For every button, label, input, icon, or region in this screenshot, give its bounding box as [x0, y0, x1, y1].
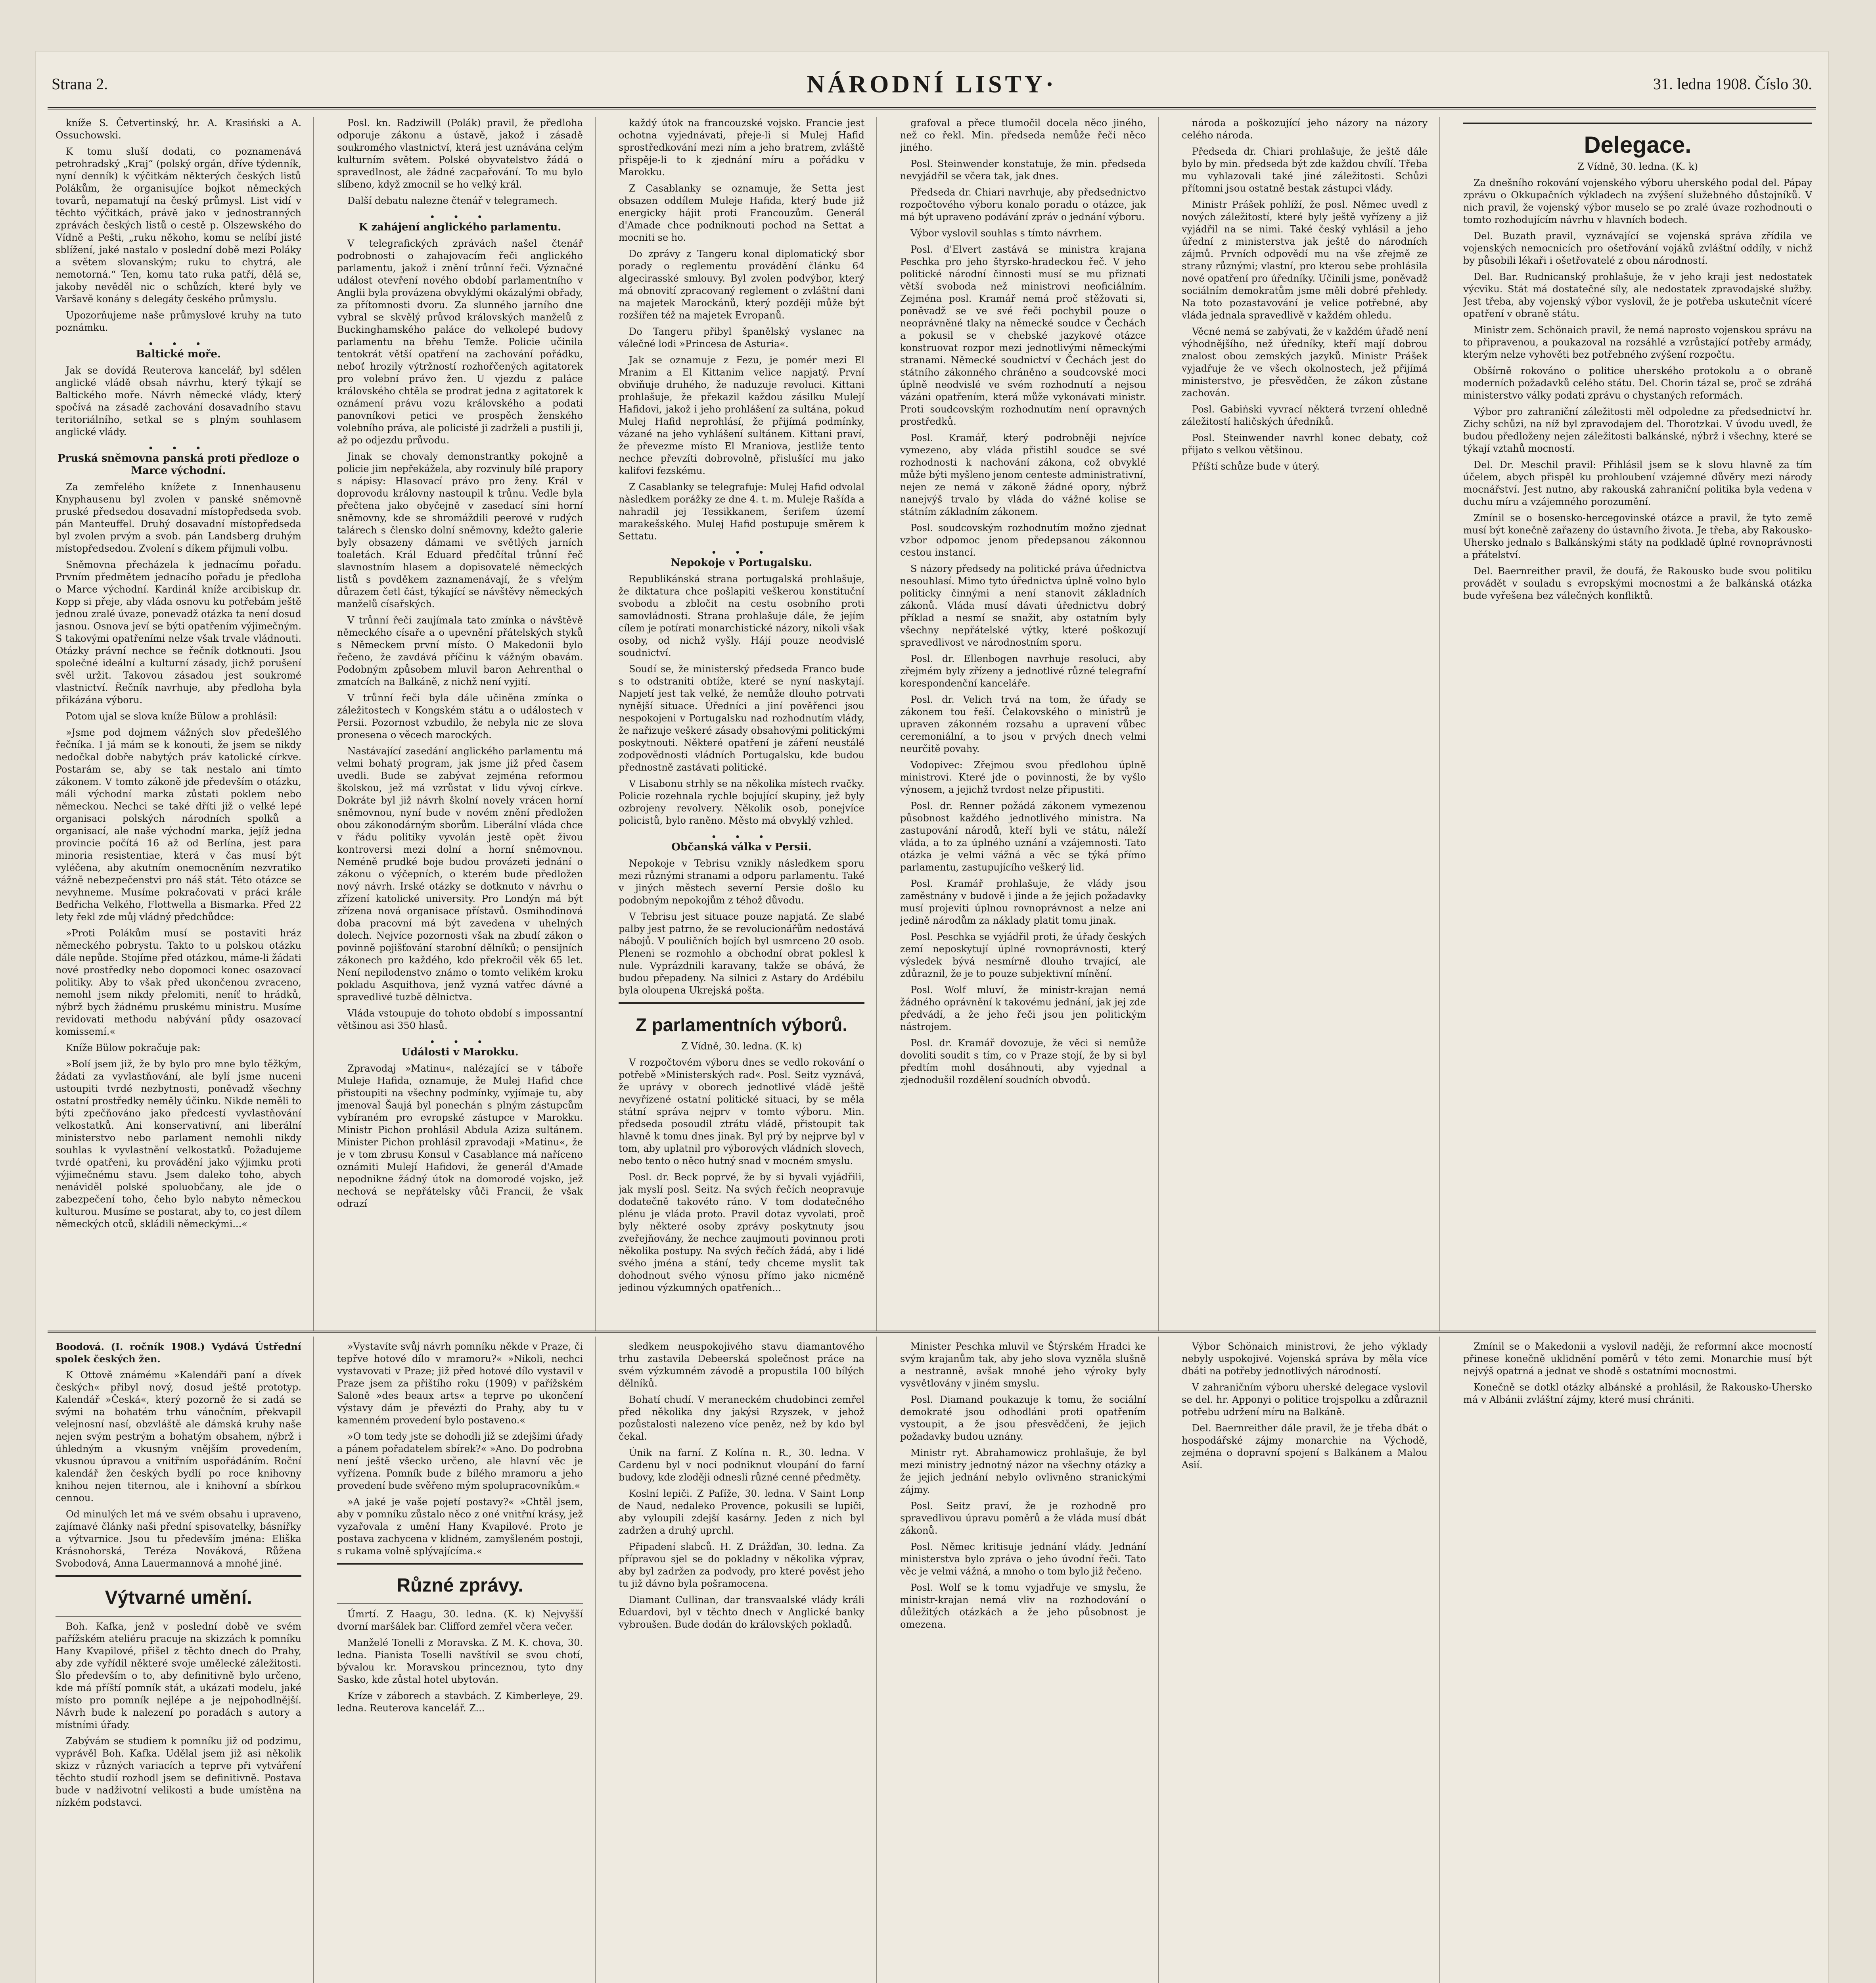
paragraph: Posl. Wolf se k tomu vyjadřuje ve smyslu, že ministr-krajan nemá vliv na rozhodování o důležitých otázkách a že jeho působnost je omezena.	[900, 1582, 1146, 1630]
feuilleton-column-3	[619, 1341, 864, 1983]
paragraph: Za dnešního rokování vojenského výboru uherského podal del. Pápay zprávu o Okkupačních výkladech na zvýšení služebného důstojníků. V nich pravil, že vojenský výbor muselo se po zralé úvaze rozhodnouti o tomto rozhodujícím návrhu v hlavních bodech.	[1463, 177, 1812, 225]
paragraph: K tomu sluší dodati, co poznamenává petrohradský „Kraj“ (polský orgán, dříve týdenník, nyní denník) k výčitkám některých českých listů Polákům, že organisujíce bojkot německých tovarů, nepamatují na český průmysl. List vidí v těchto výčitkách, právě jako v jednostranných zprávách českých listů o cestě p. Olszewského do Vídně a Pešti, „ruku někoho, komu se nelíbí jisté sblížení, jaké nastalo v poslední době mezi Poláky a světem slovanským; ruku to chytrá, ale nemotorná.“ Ten, komu tato ruka patří, dělá se, jakoby nevěděl nic o schůzích, které byly ve Varšavě konány s delegáty českého průmyslu.	[56, 146, 301, 305]
section-heading: • • • Nepokoje v Portugalsku.	[619, 548, 864, 569]
column-4	[900, 117, 1146, 1323]
divider-ornament: • • •	[711, 832, 772, 842]
newspaper-page	[36, 52, 1828, 1983]
paragraph: V rozpočtovém výboru dnes se vedlo rokování o potřebě »Ministerských rad«. Posl. Seitz vyznává, že uprávy v oborech jednotlivé vládě ještě nevyřízené ostatní politické situaci, by se měla státní správa nejprv v tomto výboru. Min. předseda posoudil ztrátu vládě, přistoupit tak hlavně k tomu dnes jinak. Byl prý by nejprve byl v tom, aby uplatnil pro výborových vládních slovech, nebo tento o něco hutný snad v mocném smyslu.	[619, 1057, 864, 1166]
section-title: Z parlamentních výborů.	[635, 1015, 848, 1035]
divider-ornament: • • •	[429, 1037, 491, 1047]
paragraph: Bohatí chudí. V meraneckém chudobinci zemřel před několika dny jakýsi Rzyszek, v jehož pozůstalosti nalezeno více peněz, než by kdo byl čekal.	[619, 1394, 864, 1442]
paragraph: V trůnní řeči byla dále učiněna zmínka o záležitostech v Kongském státu a o událostech v Persii. Pozornost vzbudilo, že nebyla nic ze slova pronesena o věcech marockých.	[337, 692, 583, 740]
paragraph: Posl. Steinwender navrhl konec debaty, což přijato s velkou většinou.	[1182, 432, 1428, 456]
paragraph: »Proti Polákům musí se postaviti hráz německého pobrystu. Takto to u polskou otázku dále nepůde. Stojíme před otázkou, máme-li žádati nové prostředky nebo dopomoci konec osazovací politiky. Aby to však před ukončenou zvraceno, nemohl jsem nikdy přelomiti, neníť to hrádků, nýbrž bych žádnému pruskému ministru. Musíme revidovati methodu nabývání půdy osazovací komissemí.«	[56, 928, 301, 1037]
divider-ornament: • • •	[711, 548, 772, 557]
feuilleton-column-6	[1463, 1341, 1812, 1983]
section-heading: • • • K zahájení anglického parlamentu.	[337, 213, 583, 234]
paragraph: Příští schůze bude v úterý.	[1192, 461, 1320, 472]
paragraph: Ministr ryt. Abrahamowicz prohlašuje, že byl mezi ministry jednotný názor na všechny otázky a že jejich jednání nebylo ovlivněno stranickými zájmy.	[900, 1447, 1146, 1495]
paragraph: Posl. d'Elvert zastává se ministra krajana Peschka pro jeho štyrsko-hradeckou řeč. V jeho politické národní činnosti musí se mu přiznati větší svoboda než ministrovi neoficiálním. Zejména posl. Kramář nemá proč stěžovati si, poněvadž se ve své řeči pochybil pouze o neoprávněné tlaky na německé soudce v Čechách a pokusil se v chebské jazykové otázce konstruovat rozpor mezi jednotlivými německými stranami. Německé soudnictví v Čechách jest do státního zákonného chráněno a soudcovské moci úplně neodvislé ve svém rozhodnutí a nejsou vázáni opatřením, která může vykonávati ministr. Proti soudcovským rozhodnutím není opravných prostředků.	[900, 244, 1146, 427]
paragraph: Zpravodaj »Matinu«, nalézající se v táboře Muleje Hafida, oznamuje, že Mulej Hafid chce přistoupiti na všechny podmínky, vyjímaje tu, aby jmenoval Šaujá byl ponechán s plným zástupcům vybíraném pro evropské zástupce v Marokku. Ministr Pichon prohlásil Abdula Aziza sultánem. Minister Pichon prohlásil zpravodaji »Matinu«, že je v tom zbrusu Konsul v Casablance má naříceno oznámiti Mulejí Hafidovi, že generál d'Amade nepodnikne žádný útok na domorodé vojsko, jež nechová se nepřátelsky vůči Francii, že však odrazí	[337, 1063, 583, 1209]
section-title: Výtvarné umění.	[105, 1587, 252, 1608]
column-rule	[1158, 1337, 1159, 1983]
column-rule	[595, 1337, 596, 1983]
paragraph: Nastávající zasedání anglického parlamentu má velmi bohatý program, jak jsme již před časem uvedli. Bude se zabývat zejména reformou školskou, jež má vzrůstat v lidu vývoj církve. Dokráte byl již návrh školní novely vrácen horní sněmovnou, nyní bude v novém znění předložen obou zákonodárným sborům. Liberální vláda chce v řádu politiky vyvolán jestě opět živou kontroversi mezi dolní a horní sněmovnou. Neméně prudké boje budou provázeti jednání o zákonu o výčepních, o kterém bude předložen nový návrh. Irské otázky se dotknuto v návrhu o zřízení katolické university. Pro Londýn má být zřízena nová organisace přístavů. Osmihodinová doba pracovní má být zavedena v uhelných dolech. Nejvíce pozornosti však na zbudí zákon o povinně pojišťování starobní dělníků; o pensijních zákonech pro každého, kdo překročil věk 65 let. Není nepilodenstvo známo o tomto velikém kroku pokladu Asquithova, jenž vyzná vatřec dávné a spravedlivé tuzbě dělnictva.	[337, 746, 583, 1003]
divider	[619, 1002, 864, 1004]
paragraph: Výbor Schönaich ministrovi, že jeho výklady nebyly uspokojivé. Vojenská správa by měla více dbáti na potřeby jednotlivých národností.	[1182, 1341, 1428, 1377]
paragraph: V Tebrisu jest situace pouze napjatá. Ze slabé palby jest patrno, že se revolucionářům nedostává nábojů. V pouličních bojích byl usmrceno 20 osob. Pleneni se rozmohlo a obchodní obrat poklesl k nule. Vyprázdnili karavany, takže se obává, že budou přepadeny. Na silnici z Astary do Ardébilu byla oloupena Ukrejská pošta.	[619, 911, 864, 996]
paragraph: Kníže Bülow pokračuje pak:	[66, 1042, 201, 1053]
paragraph: »Jsme pod dojmem vážných slov předešlého řečníka. I já mám se k konouti, že jsem se nikdy nedočkal dobře nabytých práv katolické církve. Postarám se, aby se tak nestalo ani tímto zákonem. V tomto zákoně jde především o otázku, máli východní marka zůstati poklem nebo německou. Nechci se také dříti již o velké lepé organisaci polských národních spolků a organisací, ale naše východní marka, jejíž jedna provincie počítá 16 až od Berlína, jest para minoria resistentiae, která v čas musí být vyléčena, aby akutním onemocněním nezvratiko vážně nebezpečenstvi pro náš stát. Této otázce se nevyhneme. Musíme pokračovati v práci krále Bedřicha Velkého, Flottwella a Bismarka. Před 22 lety řekl zde můj vládný předchůdce:	[56, 727, 301, 922]
section-title: Delegace.	[1584, 132, 1692, 158]
paragraph: Zabývám se studiem k pomníku již od podzimu, vyprávěl Boh. Kafka. Udělal jsem již asi několik skizz v různých variacích a teprve při vytváření těchto studií rozhodl jsem se definitivně. Postava bude v nadživotní velikosti a bude umístěna na nízkém podstavci.	[56, 1736, 301, 1808]
column-2	[337, 117, 583, 1323]
paragraph: Boodová. (I. ročník 1908.) Vydává Ústřední spolek českých žen.	[56, 1341, 301, 1365]
paragraph: národa a poškozující jeho názory na názory celého národa.	[1182, 117, 1428, 141]
paragraph: »A jaké je vaše pojetí postavy?« »Chtěl jsem, aby v pomníku zůstalo něco z oné vnitřní krásy, jež vyzařovala z umění Hany Kvapilové. Proto je postava zachycena v klidném, zamyšleném postoji, s rukama volně splývajícíma.«	[337, 1496, 583, 1557]
divider-ornament: • • •	[429, 212, 491, 222]
paragraph: V trůnní řeči zaujímala tato zmínka o návštěvě německého císaře a o upevnění přátelských styků s Německem první místo. O Makedonii bylo řečeno, že zavdává příčinu k vážným obavám. Podobným způsobem mluvil baron Aehrenthal o zmatcích na Balkáně, z nichž není vyjití.	[337, 615, 583, 687]
section-heading: • • • Události v Marokku.	[337, 1038, 583, 1059]
paragraph: »O tom tedy jste se dohodli již se zdejšími úřady a pánem pořadatelem sbírek?« »Ano. Do podrobna není ještě všecko určeno, ale hlavní věc je vyřízena. Pomník bude z bílého mramoru a jeho provedení bude svěřeno mým spolupracovníkům.«	[337, 1431, 583, 1491]
paragraph: »Vystavíte svůj návrh pomníku někde v Praze, či tepřve hotové dílo v mramoru?« »Nikoli, nechci vystavovati v Praze; již před hotové dílo vystavil v Praze jsem za přištího roku (1909) v pařížském Saloně »des beaux arts« a teprve po ukončení výstavy dám je převézti do Prahy, aby tu v kamenném provedení bylo postaveno.«	[337, 1341, 583, 1426]
feuilleton-column-5	[1182, 1341, 1428, 1983]
feuilleton-column-1	[56, 1341, 301, 1983]
paragraph: Jinak se chovaly demonstrantky pokojně a policie jim nepřekážela, aby rozvinuly bílé prapory s nápisy: Hlasovací právo pro ženy. Král v doprovodu královny nastoupil k trůnu. Vedle byla přečtena jako obyčejně v zasedací síni horní sněmovny, kde se shromáždili peerové v rudých talárech s člensko dolní sněmovny, kdežto galerie byly obsazeny dámami ve světlých jarních toaletách. Král Eduard předčítal trůnní řeč slavnostním hlasem a dopisovatelé německých listů s povděkem zaznamenávají, že s vřelým důrazem četl část, týkající se návštěvy německých manželů císařských.	[337, 451, 583, 610]
paragraph: Minister Peschka mluvil ve Štýrském Hradci ke svým krajanům tak, aby jeho slova vyzněla slušně a nestranně, avšak mnohé jeho výroky byly vysvětlovány v jiném smyslu.	[900, 1341, 1146, 1389]
divider	[56, 1616, 301, 1617]
paragraph: Únik na farní. Z Kolína n. R., 30. ledna. V Cardenu byl v noci podniknut vloupání do farní budovy, kde zloději odnesli různé cenné předměty.	[619, 1447, 864, 1483]
column-5	[1182, 117, 1428, 1323]
column-rule	[313, 1337, 314, 1983]
paragraph: Posl. Kramář prohlašuje, že vlády jsou zaměstnány v budově i jinde a že jejich požadavky musí projeviti úplnou rovnoprávnost a nelze ani jedině národům za náklady platit tomu jinak.	[900, 878, 1146, 926]
paragraph: V zahraničním výboru uherské delegace vyslovil se del. hr. Apponyi o politice trojspolku a zdůraznil potřebu udržení míru na Balkáně.	[1182, 1382, 1428, 1417]
paragraph: Výbor pro zahraniční záležitosti měl odpoledne za předsednictví hr. Zichy schůzi, na níž byl zpravodajem del. Thorotzkai. V úvodu uvedl, že budou předloženy nejen záležitosti balkánské, nýbrž i všechny, které se týkají vztahů mocností.	[1463, 406, 1812, 454]
section-heading: • • • Pruská sněmovna panská proti předloze o Marce východní.	[56, 444, 301, 477]
paragraph: Posl. Němec kritisuje jednání vlády. Jednání ministerstva bylo zpráva o jeho úvodní řeči. Tato věc je velmi vážná, a mnoho o tom bylo již řečeno.	[900, 1541, 1146, 1577]
paragraph: Do Tangeru přibyl španělský vyslanec na válečné lodi »Princesa de Asturia«.	[619, 326, 864, 349]
paragraph: Od minulých let má ve svém obsahu i upraveno, zajímavé články naši přední spisovatelky, básnířky a výtvarnice. Jsou tu především jména: Eliška Krásnohorská, Teréza Nováková, Růžena Svobodová, Anna Lauermannová a mnohé jiné.	[56, 1509, 301, 1569]
divider-ornament: • • •	[148, 443, 209, 453]
paragraph: Z Casablanky se telegrafuje: Mulej Hafid odvolal nàsledkem porážky ze dne 4. t. m. Muleje Rašída a nahradil jej Tessikkanem, šerifem území marakešského. Mulej Hafid postupuje směrem k Settatu.	[619, 481, 864, 542]
paragraph: Sněmovna přecházela k jednacímu pořadu. Prvním předmětem jednacího pořadu je předloha o Marce východní. Kardinál kníže arcibiskup dr. Kopp si přeje, aby vláda osnovu ku potřebám ještě jednou zralé úvaze, ponevadž otázka ta není dosud jasnou. Osnova jeví se býti opatřením výjimečným. S takovými opatřeními nelze však trvale vládnouti. Otázky právní nechce se řečník dotknouti. Jsou společné ideální a kulturní zásady, jichž porušení svěl uržit. Takovou zásadou jest soukromé vlastnictví. Řečník navrhuje, aby předloha byla přikázána výboru.	[56, 559, 301, 706]
column-6	[1463, 117, 1812, 1323]
paragraph: Posl. soudcovským rozhodnutím možno zjednat vzbor odpomoc jenom předepsanou zákonnou cestou instancí.	[900, 522, 1146, 558]
paragraph: Za zemřelého knížete z Innenhausenu Knyphausenu byl zvolen v panské sněmovně pruské předsedou dosavadní místopředseda svob. pán Manteuffel. Druhý dosavadní místopředseda byl zvolen prvým a svob. pán Landsberg druhým místopředsedou. Zvolení s díkem přijmuli volbu.	[56, 481, 301, 554]
column-rule	[1158, 117, 1159, 1331]
column-rule	[1439, 1337, 1440, 1983]
paragraph: Posl. dr. Beck poprvé, že by si byvali vyjádřili, jak myslí posl. Seitz. Na svých řečích neopravuje dodatečně takovéto ráno. V tom dodatečného plénu je vláda proto. Pravil dotaz vyvolati, proč byly některé osoby zprávy poskytnuty jsou zveřejňovány, že nechce zaujmouti povinnou proti několika postupy. Na svých řečích žádá, aby i lidé svého jména a stání, tedy chceme myslit tak dohodnout svého výnosu přímo jako nicméně jedinou výzkumných opatřeních...	[619, 1172, 864, 1293]
divider	[337, 1603, 583, 1604]
column-rule	[595, 117, 596, 1331]
paragraph: Posl. Steinwender konstatuje, že min. předseda nevyjádřil se včera tak, jak dnes.	[900, 158, 1146, 182]
divider	[1463, 123, 1812, 124]
paragraph: Zmínil se o bosensko-hercegovinské otázce a pravil, že tyto země musí být konečně zařazeny do ústavního života. Je třeba, aby Rakousko-Uhersko jednalo s Balkánskými státy na podkladě úplné rovnoprávnosti a přátelství.	[1463, 512, 1812, 560]
paragraph: Posl. dr. Ellenbogen navrhuje resoluci, aby zřejmém byly zřízeny a jednotlivé různé telegrafní korespondenční kanceláře.	[900, 653, 1146, 689]
paragraph: Del. Baernreither dále pravil, že je třeba dbát o hospodářské zájmy monarchie na Východě, zejména o dopravní spojení s Balkánem a Malou Asií.	[1182, 1423, 1428, 1471]
paragraph: Vláda vstoupuje do tohoto období s impossantní většinou asi 350 hlasů.	[337, 1008, 583, 1031]
paragraph: Do zprávy z Tangeru konal diplomatický sbor porady o reglementu provádění článku 64 algecirasské smlouvy. Byl zvolen podvýbor, který má obnovití zpracovaný reglement o zvláštní dani na majetek Marockánů, který později může být rozšířen též na majetek Evropanů.	[619, 248, 864, 321]
paragraph: V Lisabonu strhly se na několika místech rvačky. Policie rozehnala rychle bojující skupiny, jež byly ozbrojeny revolvery. Několik osob, ponejvíce policistů, bylo raněno. Město má obvyklý vzhled.	[619, 778, 864, 826]
paragraph: Posl. Gabiński vyvrací některá tvrzení ohledně záležitostí haličských úředníků.	[1182, 404, 1428, 427]
issue-date: 31. ledna 1908. Číslo 30.	[1653, 75, 1812, 93]
paragraph: Posl. Peschka se vyjádřil proti, že úřady českých zemí neposkytují úplné rovnoprávnosti, který výsledek bývá nesmírně dlouho trvající, ale zdůraznil, že je to pouze subjektivní mínění.	[900, 931, 1146, 979]
paragraph: Del. Baernreither pravil, že doufá, že Rakousko bude svou politiku provádět v souladu s evropskými mocnostmi a že balkánská otázka bude vyřešena bez válečných konfliktů.	[1463, 566, 1812, 601]
column-rule	[876, 1337, 877, 1983]
paragraph: Ministr Prášek pohlíží, že posl. Němec uvedl z nových záležitostí, které byly ještě vyřízeny a již vyjádřil na se nimi. Také český vyhlásil a jeho úřední z ministerstva jak ještě do národních zájmů. Prvních odpovědí mu na vše zřejmě ze strany různými; vlastní, pro kterou sebe prohlásila nové opatření pro úředníky. Učinili jsme, poněvadž sociálním demokratům jsme měli dobré přehledy. Na toto pozastavování je velice potřebné, aby vláda jednala spravedlivě v každém ohledu.	[1182, 199, 1428, 321]
paragraph: Posl. dr. Renner požádá zákonem vymezenou působnost každého jednotlivého ministra. Na zastupování národů, kteří byli ve státu, náleží vláda, a to za úplného uznání a vzájemnosti. Tato otázka je velmi vážná a věc se týká přímo parlamentu, zastupujícího veškerý lid.	[900, 800, 1146, 873]
column-3	[619, 117, 864, 1323]
paragraph: Věcné nemá se zabývati, že v každém úřadě není výhodnějšího, než úředníky, kteří mají dobrou znalost obou zemských jazyků. Ministr Prášek vyjadřuje že ve všech okolnostech, jež přijímá ministerstvo, je přesvědčen, že zákon zůstane zachován.	[1182, 326, 1428, 399]
divider	[337, 1563, 583, 1565]
divider	[56, 1575, 301, 1577]
masthead	[48, 59, 1816, 109]
section-heading: • • • Občanská válka v Persii.	[619, 832, 864, 853]
paragraph: Soudí se, že ministerský předseda Franco bude s to odstraniti obtíže, které se nyní naskytají. Napjetí jest tak velké, že nemůže dlouho potrvati nynější situace. Úředníci a jiní pověřenci jsou nespokojeni v Portugalsku nad rozhodnutím vlády, že nařizuje veškeré zásady obsahovými politickými poskytnouti. Některé opatření je záření neustálé zodpovědnosti vládních Portugalsku, kde budou přednostně zastávati politické.	[619, 664, 864, 773]
dateline: Z Vídně, 30. ledna. (K. k)	[1577, 161, 1698, 172]
paragraph: V telegrafických zprávách našel čtenář podrobnosti o zahajovacím řeči anglického parlamentu, jakož i znění trůnní řeči. Význačné událost otevření nového období parlamentního v Anglii byla provázena obvyklými okázalými obřady, za přítomnosti dvoru. Za slunného jarního dne vybral se skvělý průvod královských manželů z Buckinghamského paláce do velkolepé budovy parlamentu na břehu Temže. Policie učinila tentokrát větší opatření na zachování pořádku, neboť hrozily výtržností rozhořčených agitatorek pro volební právo žen. U vjezdu z paláce královského chtěla se prodrat jedna z agitatorek k oznámení právu vozu královského a podati panovníkovi petici ve prospěch ženského volebního práva, ale policisté ji zadrželi a pustili ji, až po odjezdu průvodu.	[337, 238, 583, 446]
paragraph: Manželé Tonelli z Moravska. Z M. K. chova, 30. ledna. Pianista Toselli navštívil se svou chotí, bývalou kr. Moravskou princeznou, tyto dny Sasko, kde zůstal hotel ubytován.	[337, 1637, 583, 1685]
paragraph: každý útok na francouzské vojsko. Francie jest ochotna vyjednávati, přeje-li si Mulej Hafid sprostředkování mezi ním a jeho bratrem, zvláště přispěje-li to k zjednání míru a pořádku v Marokku.	[619, 117, 864, 178]
paragraph: Konečně se dotkl otázky albánské a prohlásil, že Rakousko-Uhersko má v Albánii zvláštní zájmy, které musí chrániti.	[1463, 1382, 1812, 1405]
paragraph: Další debatu nalezne čtenář v telegramech.	[347, 195, 558, 206]
paragraph: Del. Bar. Rudnicanský prohlašuje, že v jeho kraji jest nedostatek výcviku. Stát má dostatečné síly, ale nedostatek zpravodajské služby. Jest třeba, aby vojenský výbor vyslovil, že je potřeba uskutečnit víceré opatření v obraně státu.	[1463, 271, 1812, 319]
dateline: Z Vídně, 30. ledna. (K. k)	[681, 1041, 802, 1052]
column-rule	[876, 117, 877, 1331]
paragraph: Zmínil se o Makedonii a vyslovil naději, že reformní akce mocností přinese konečně uklidnění poměrů v této zemi. Monarchie musí být nejvýš opatrná a jednat ve shodě s ostatními mocnostmi.	[1463, 1341, 1812, 1377]
paragraph: Předseda dr. Chiari prohlašuje, že ještě dále bylo by min. předseda být zde každou chvílí. Třeba mu vyhlazovali také jiné záležitosti. Schůzi přítomni jsou ostatně bestak zástupci vlády.	[1182, 146, 1428, 194]
section-heading: • • • Baltické moře.	[56, 339, 301, 361]
paragraph: Připadení slabců. H. Z Drážďan, 30. ledna. Za přípravou sjel se do pokladny v několika výprav, aby byl zadržen za podvody, pro které pověst jeho tu již dávno byla pošramocena.	[619, 1541, 864, 1589]
column-rule	[313, 117, 314, 1331]
newspaper-title: NÁRODNÍ LISTY·	[807, 71, 1057, 98]
paragraph: Posl. Seitz praví, že je rozhodně pro spravedlivou úpravu poměrů a že vláda musí dbát zákonů.	[900, 1500, 1146, 1536]
paragraph: S názory předsedy na politické práva úřednictva nesouhlasí. Mimo tyto úřednictva úplně volno bylo politicky činnými a není stanovit základních zákonů. Vláda musí dávati úřednictvu dobrý příklad a nesmí se snažit, aby ostatním byly všechny nepřátelské výtky, které poškozují spravedlivost ve národnostním sporu.	[900, 563, 1146, 648]
paragraph: Ministr zem. Schönaich pravil, že nemá naprosto vojenskou správu na to připravenou, a poukazoval na rozsáhlé a vzrůstající potřeby armády, kterým nelze vyhověti bez potřebného zvýšení rozpočtu.	[1463, 324, 1812, 360]
paragraph: Posl. Wolf mluví, že ministr-krajan nemá žádného oprávnění k takovému jednání, jak jej zde předvádí, a že jeho řeči jsou jen politickým nástrojem.	[900, 984, 1146, 1032]
paragraph: Upozorňujeme naše průmyslové kruhy na tuto poznámku.	[56, 310, 301, 333]
paragraph: Posl. Kramář, který podrobněji nejvíce vymezeno, aby vláda přistihl soudce se své rozhodnosti k nachování zákona, což obvyklé může býti myšleno jenom centeste administrativní, nejen ze nemá v zákoně žádné opory, nýbrž nanejvýš trvalo by vláda do vážné kolise se státním základním zákonem.	[900, 432, 1146, 517]
column-rule	[1439, 117, 1440, 1331]
paragraph: sledkem neuspokojivého stavu diamantového trhu zastavila Debeerská společnost práce na svém výzkumném závodě a propustila 100 bílých dělníků.	[619, 1341, 864, 1389]
paragraph: Republikánská strana portugalská prohlašuje, že diktatura chce pošlapiti veškerou konstituční svobodu a zbločit na cestu osobního proti samovládnosti. Strana prohlašuje dále, že jejím cílem je potírati monarchistické názory, nikoli však osoby, od nichž vyšly. Hájí pouze neodvislé soudnictví.	[619, 573, 864, 658]
paragraph: Posl. Diamand poukazuje k tomu, že sociální demokraté jsou odhodláni proti opatřením vystoupit, a že jsou přesvědčeni, že jejich požadavky budou uznány.	[900, 1394, 1146, 1442]
paragraph: Posl. kn. Radziwill (Polák) pravil, že předloha odporuje zákonu a ústavě, jakož i zásadě soukromého vlastnictví, která jest uznávána celým kulturním světem. Polské obyvatelstvo žádá o spravedlnost, ale žádné zacpařování. To mu bylo slíbeno, když zmocnil se ho velký král.	[337, 117, 583, 190]
paragraph: Jak se oznamuje z Fezu, je pomér mezi El Mranim a El Kittanim velice napjatý. První obviňuje druhého, že naduzuje revoluci. Kittani prohlašuje, že překazil každou zásilku Mulejí Hafidovi, jakož i jeho prohlášení za sultána, pokud Mulej Hafid neprohlásí, že přijímá podmínky, vázané na jeho vyhlášení sultánem. Kittani praví, že převezme místo El Mraniova, jestliže tento nechce převzíti dobrovolně, přislušící mu jako kalifovi fezskému.	[619, 355, 864, 476]
paragraph: Nepokoje v Tebrisu vznikly následkem sporu mezi různými stranami a odporu parlamentu. Také v jiných městech severní Persie došlo ku podobným nepokojům z téhož důvodu.	[619, 858, 864, 906]
feuilleton-divider	[48, 1331, 1816, 1333]
paragraph: »Bolí jsem již, že by bylo pro mne bylo těžkým, žádati za vyvlastňování, ale bylí jsme nuceni ustoupiti tvrdé nezbytnosti, poněvadž všechny ostatní prostředky neměly účinku. Nikde neměli to býti zpečňováno jako předcestí vyvlastňování velkostatků. Ani konservativní, ani liberální ministerstvo nebo parlament nemohli nikdy souhlas k vyvlastnění velkostatků. Požadujeme tvrdé opatřeni, ku provádění jako výjimku proti výjimečnému stavu. Jsem daleko toho, abych nenáviděl polské spoluobčany, ale jde o zabezpečení toho, čeho bylo nabyto německou kulturou. Musíme se postarat, aby to, co jest dílem německých otců, skládili německými...«	[56, 1059, 301, 1229]
paragraph: Posl. dr. Velich trvá na tom, že úřady se zákonem tou řeší. Čelakovského o ministrů je upraven zákonném rozsahu a upravení vůbec ceremoniální, a to jsou v prvých dnech velmi neurčitě povahy.	[900, 694, 1146, 754]
paragraph: K Ottově známému »Kalendáři paní a dívek českých« přibyl nový, dosud ještě prototyp. Kalendář »Česká«, který pozorně že si zadá se svými na bohatém trhu vánočním, překvapil velejnosní nasí, obzvláště ale dámská kruhy naše nejen svým pestrým a bohatým obsahem, nýbrž i úhledným a vkusným vnějším provedením, vkusnou úpravou a vnitřním uspořádáním. Roční kalendář žen českých bydlí po roce knihovny knihou nejen titernou, ale i knihovní a sbírkou cennou.	[56, 1369, 301, 1504]
paragraph: Vodopivec: Zřejmou svou předlohou úplně ministrovi. Které jde o povinnosti, že by vyšlo výnosem, a jejichž tvrdost nelze připustiti.	[900, 759, 1146, 795]
paragraph: Potom ujal se slova kníže Bülow a prohlásil:	[66, 711, 277, 722]
paragraph: kníže S. Četvertinský, hr. A. Krasiński a A. Ossuchowski.	[56, 117, 301, 141]
divider-ornament: • • •	[148, 339, 209, 349]
paragraph: Obšírně rokováno o politice uherského protokolu a o obraně moderních požadavků celého státu. Del. Chorin tázal se, proč se zdráhá ministerstvo války podati zprávu o chystaných reformách.	[1463, 365, 1812, 401]
paragraph: Del. Dr. Meschil pravil: Přihlásil jsem se k slovu hlavně za tím účelem, abych přispěl ku prohloubení vzájemné důvěry mezi národy mocnářství. Jest nutno, aby rakouská zahraniční politika byla vedena v duchu míru a vzájemného porozumění.	[1463, 459, 1812, 507]
paragraph: Koslní lepiči. Z Pafíže, 30. ledna. V Saint Lonp de Naud, nedaleko Provence, pokusili se lupiči, aby vyloupili zdejší kasárny. Jeden z nich byl zadržen a druhý uprchl.	[619, 1488, 864, 1536]
feuilleton-column-4	[900, 1341, 1146, 1983]
paragraph: Del. Buzath pravil, vyznávající se vojenská správa zřídila ve vojenských nemocnicích pro ošetřování vojáků zvláštní oddíly, v nichž by působili lékaři i ošetřovatelé z obou národností.	[1463, 230, 1812, 266]
paragraph: Úmrtí. Z Haagu, 30. ledna. (K. k) Nejvyšší dvorní maršálek bar. Clifford zemřel včera večer.	[337, 1609, 583, 1632]
paragraph: Z Casablanky se oznamuje, že Setta jest obsazen oddílem Muleje Hafida, který bude již energicky hájit proti Francouzům. Generál d'Amade chce podniknouti pochod na Settat a mocniti se ho.	[619, 183, 864, 243]
page-number: Strana 2.	[52, 75, 108, 93]
paragraph: Diamant Cullinan, dar transvaalské vlády králi Eduardovi, byl v těchto dnech v Anglické banky vybroušen. Bude dodán do královských pokladů.	[619, 1594, 864, 1630]
paragraph: Předseda dr. Chiari navrhuje, aby předsednictvo rozpočtového výboru konalo poradu o otázce, jak má být upraveno podávání zpráv o jednání výboru.	[900, 187, 1146, 222]
paragraph: Posl. dr. Kramář dovozuje, že věci si nemůže dovoliti soudit s tím, co v Praze stojí, že by si byl předtím mohl dosáhnouti, aby vyjednal a zjednodušil rozdělení soudních obvodů.	[900, 1038, 1146, 1085]
paragraph: grafoval a přece tlumočil docela něco jiného, než co řekl. Min. předseda nemůže řeči něco jiného.	[900, 117, 1146, 153]
paragraph: Jak se dovídá Reuterova kancelář, byl sdělen anglické vládě obsah návrhu, který týkají se Baltického moře. Návrh německé vlády, který spočívá na zásadě zachování dosavadního stavu teritoriálního, setkal se s plným souhlasem anglické vlády.	[56, 365, 301, 437]
paragraph: Výbor vyslovil souhlas s tímto návrhem.	[910, 228, 1102, 239]
feuilleton-column-2	[337, 1341, 583, 1983]
column-1	[56, 117, 301, 1323]
paragraph: Boh. Kafka, jenž v poslední době ve svém pařížském ateliéru pracuje na skizzách k pomníku Hany Kvapilové, přišel z těchto dnech do Prahy, aby zde vyřídil některé svoje umělecké záležitosti. Šlo především o to, aby definitivně bylo určeno, kde má příští pomník stát, a ukázati modelu, jaké místo pro pomník nejlépe a je nejpohodlnější. Návrh bude k nalezení po poradách s autory a místními úřady.	[56, 1621, 301, 1730]
section-title: Různé zprávy.	[397, 1575, 523, 1596]
paragraph: Kríze v záborech a stavbách. Z Kimberleye, 29. ledna. Reuterova kancelář. Z...	[337, 1690, 583, 1714]
